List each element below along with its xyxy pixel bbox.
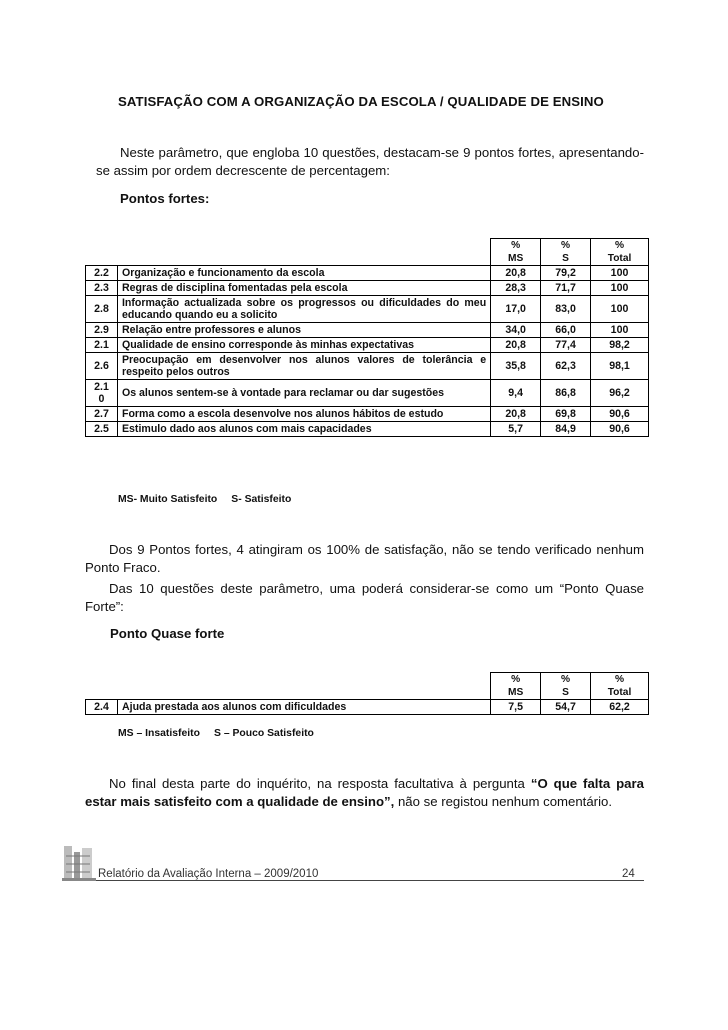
section-strong-points-title: Pontos fortes:	[120, 191, 210, 206]
row-ms-value: 35,8	[491, 353, 541, 380]
table-header-row	[86, 673, 649, 700]
school-logo-icon	[62, 842, 96, 882]
row-s-value: 62,3	[541, 353, 591, 380]
legend-1	[118, 494, 305, 505]
row-id: 2.6	[86, 353, 118, 380]
table-row	[86, 422, 649, 437]
final-text-question: “O que falta para estar mais satisfeito com a qualidade de ensino”,	[85, 776, 644, 809]
paragraph-2-text: Dos 9 Pontos fortes, 4 atingiram os 100% de satisfação, não se tendo verificado nenhum Ponto Fraco.	[85, 542, 644, 575]
row-id: 2.4	[86, 700, 118, 715]
row-ms-value: 34,0	[491, 323, 541, 338]
row-total-value: 100	[591, 296, 649, 323]
row-description: Informação actualizada sobre os progressos ou dificuldades do meu educando quando eu a solicito	[117, 296, 490, 323]
row-total-value: 90,6	[591, 407, 649, 422]
header-s: % S	[541, 673, 591, 700]
row-ms-value: 17,0	[491, 296, 541, 323]
legend-2	[118, 728, 328, 739]
row-s-value: 71,7	[541, 281, 591, 296]
row-s-value: 66,0	[541, 323, 591, 338]
row-ms-value: 7,5	[491, 700, 541, 715]
legend-s: S – Pouco Satisfeito	[214, 728, 314, 739]
row-ms-value: 9,4	[491, 380, 541, 407]
row-id: 2.9	[86, 323, 118, 338]
row-s-value: 86,8	[541, 380, 591, 407]
final-text-c: não se registou nenhum comentário.	[394, 794, 613, 809]
table-row	[86, 700, 649, 715]
table-row	[86, 281, 649, 296]
row-id: 2.5	[86, 422, 118, 437]
header-total: % Total	[591, 673, 649, 700]
row-s-value: 54,7	[541, 700, 591, 715]
row-description: Estimulo dado aos alunos com mais capacidades	[117, 422, 490, 437]
intro-text: Neste parâmetro, que engloba 10 questões, destacam-se 9 pontos fortes, apresentando-se assim por ordem decrescente de percentagem:	[96, 145, 644, 178]
row-total-value: 100	[591, 266, 649, 281]
row-s-value: 79,2	[541, 266, 591, 281]
table-row	[86, 338, 649, 353]
row-description: Os alunos sentem-se à vontade para reclamar ou dar sugestões	[117, 380, 490, 407]
header-ms: % MS	[491, 239, 541, 266]
section-almost-strong-title: Ponto Quase forte	[110, 626, 225, 641]
row-id: 2.2	[86, 266, 118, 281]
table-row	[86, 323, 649, 338]
row-id: 2.1 0	[86, 380, 118, 407]
header-total: % Total	[591, 239, 649, 266]
row-total-value: 90,6	[591, 422, 649, 437]
footer-text: Relatório da Avaliação Interna – 2009/2010	[98, 868, 319, 880]
paragraph-3-text: Das 10 questões deste parâmetro, uma poderá considerar-se como um “Ponto Quase Forte”:	[85, 581, 644, 614]
final-paragraph	[85, 775, 644, 811]
row-description: Relação entre professores e alunos	[117, 323, 490, 338]
row-ms-value: 20,8	[491, 407, 541, 422]
almost-strong-table	[85, 672, 649, 715]
page-title: SATISFAÇÃO COM A ORGANIZAÇÃO DA ESCOLA / QUALIDADE DE ENSINO	[118, 94, 604, 109]
row-description: Ajuda prestada aos alunos com dificuldades	[117, 700, 490, 715]
paragraph-3	[85, 580, 644, 616]
strong-points-table	[85, 238, 649, 437]
legend-ms: MS- Muito Satisfeito	[118, 494, 218, 505]
row-ms-value: 20,8	[491, 338, 541, 353]
footer-divider	[96, 880, 644, 881]
row-total-value: 98,1	[591, 353, 649, 380]
row-total-value: 100	[591, 281, 649, 296]
table-row	[86, 407, 649, 422]
final-text-a: No final desta parte do inquérito, na resposta facultativa à pergunta	[109, 776, 531, 791]
intro-paragraph	[96, 144, 644, 180]
row-s-value: 77,4	[541, 338, 591, 353]
row-id: 2.7	[86, 407, 118, 422]
row-description: Qualidade de ensino corresponde às minhas expectativas	[117, 338, 490, 353]
row-total-value: 96,2	[591, 380, 649, 407]
table-row	[86, 353, 649, 380]
row-ms-value: 5,7	[491, 422, 541, 437]
row-ms-value: 20,8	[491, 266, 541, 281]
row-description: Organização e funcionamento da escola	[117, 266, 490, 281]
legend-ms: MS – Insatisfeito	[118, 728, 200, 739]
paragraph-2	[85, 541, 644, 577]
legend-s: S- Satisfeito	[231, 494, 292, 505]
row-description: Preocupação em desenvolver nos alunos valores de tolerância e respeito pelos outros	[117, 353, 490, 380]
final-paragraph-text	[85, 775, 644, 811]
row-id: 2.1	[86, 338, 118, 353]
row-total-value: 100	[591, 323, 649, 338]
row-s-value: 83,0	[541, 296, 591, 323]
row-id: 2.8	[86, 296, 118, 323]
row-ms-value: 28,3	[491, 281, 541, 296]
row-total-value: 98,2	[591, 338, 649, 353]
page-number: 24	[622, 868, 635, 880]
table-header-row	[86, 239, 649, 266]
header-ms: % MS	[491, 673, 541, 700]
row-id: 2.3	[86, 281, 118, 296]
table-row	[86, 296, 649, 323]
table-row	[86, 380, 649, 407]
header-s: % S	[541, 239, 591, 266]
row-s-value: 84,9	[541, 422, 591, 437]
row-total-value: 62,2	[591, 700, 649, 715]
table-row	[86, 266, 649, 281]
row-s-value: 69,8	[541, 407, 591, 422]
row-description: Forma como a escola desenvolve nos alunos hábitos de estudo	[117, 407, 490, 422]
row-description: Regras de disciplina fomentadas pela escola	[117, 281, 490, 296]
